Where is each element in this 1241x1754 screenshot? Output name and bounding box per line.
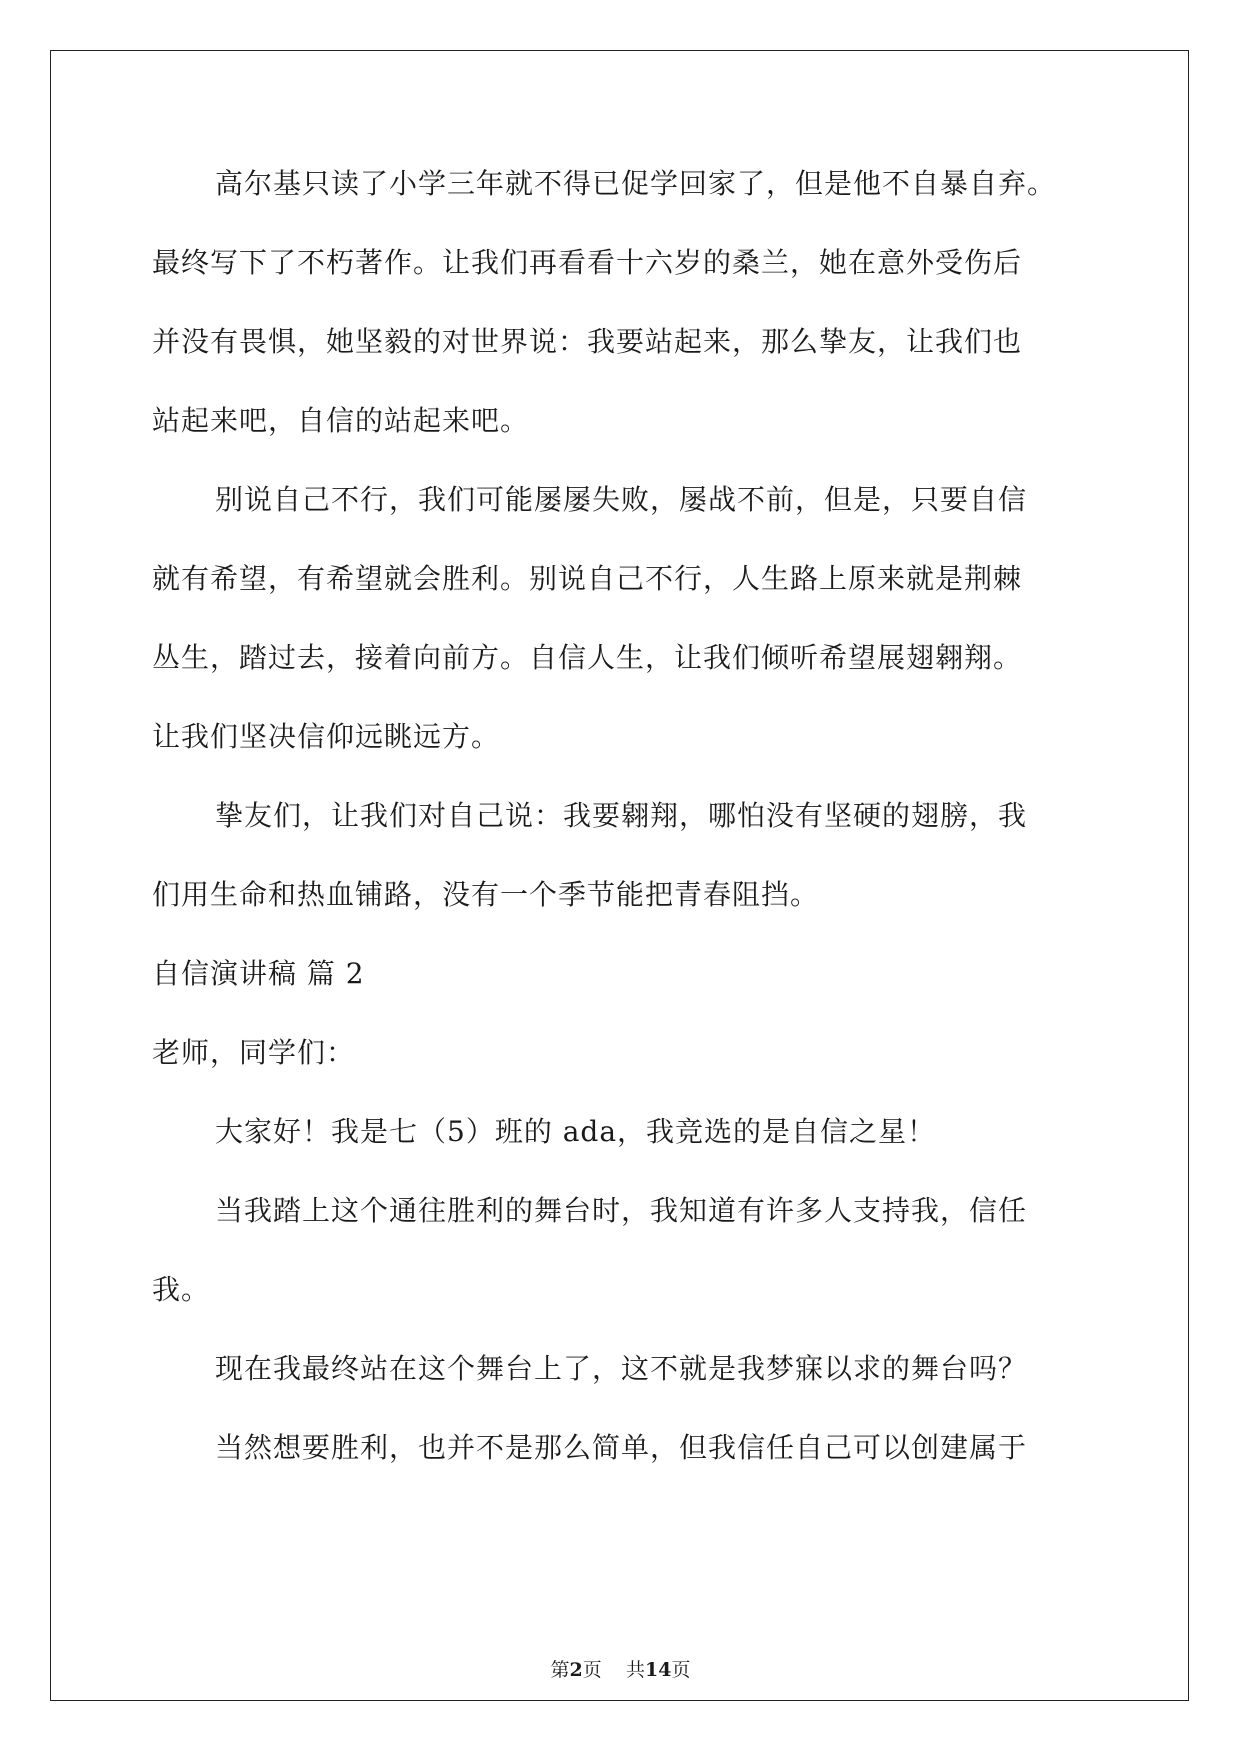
text-line-8: 让我们坚决信仰远眺远方。 <box>152 720 501 753</box>
text-line-9: 挚友们，让我们对自己说：我要翱翔，哪怕没有坚硬的翅膀，我 <box>215 799 1028 832</box>
text-line-5: 别说自己不行，我们可能屡屡失败，屡战不前，但是，只要自信 <box>215 483 1028 516</box>
footer-total-prefix: 共 <box>625 1659 645 1681</box>
text-line-15: 我。 <box>152 1273 211 1306</box>
document-body <box>152 166 1092 1509</box>
text-line-10: 们用生命和热血铺路，没有一个季节能把青春阻挡。 <box>152 878 820 911</box>
text-line-2: 最终写下了不朽著作。让我们再看看十六岁的桑兰，她在意外受伤后 <box>152 246 1023 279</box>
text-line-17: 当然想要胜利，也并不是那么简单，但我信任自己可以创建属于 <box>215 1431 1028 1464</box>
page-footer <box>0 1655 1241 1682</box>
footer-total-suffix: 页 <box>671 1659 691 1681</box>
footer-total-pages: 14 <box>644 1659 672 1681</box>
footer-prefix: 第 <box>550 1659 570 1681</box>
text-line-6: 就有希望，有希望就会胜利。别说自己不行，人生路上原来就是荆棘 <box>152 562 1023 595</box>
footer-page-number: 2 <box>569 1659 583 1681</box>
text-line-4: 站起来吧，自信的站起来吧。 <box>152 404 530 437</box>
salutation: 老师，同学们： <box>152 1036 356 1069</box>
text-line-7: 丛生，踏过去，接着向前方。自信人生，让我们倾听希望展翅翱翔。 <box>152 641 1023 674</box>
text-line-1: 高尔基只读了小学三年就不得已促学回家了，但是他不自暴自弃。 <box>215 167 1057 200</box>
text-line-3: 并没有畏惧，她坚毅的对世界说：我要站起来，那么挚友，让我们也 <box>152 325 1023 358</box>
text-line-16: 现在我最终站在这个舞台上了，这不就是我梦寐以求的舞台吗？ <box>215 1352 1028 1385</box>
text-line-13: 大家好！我是七（5）班的 ada，我竞选的是自信之星！ <box>215 1115 937 1148</box>
footer-page-suffix: 页 <box>582 1659 602 1681</box>
section-heading: 自信演讲稿 篇 2 <box>152 957 365 990</box>
text-line-14: 当我踏上这个通往胜利的舞台时，我知道有许多人支持我，信任 <box>215 1194 1028 1227</box>
